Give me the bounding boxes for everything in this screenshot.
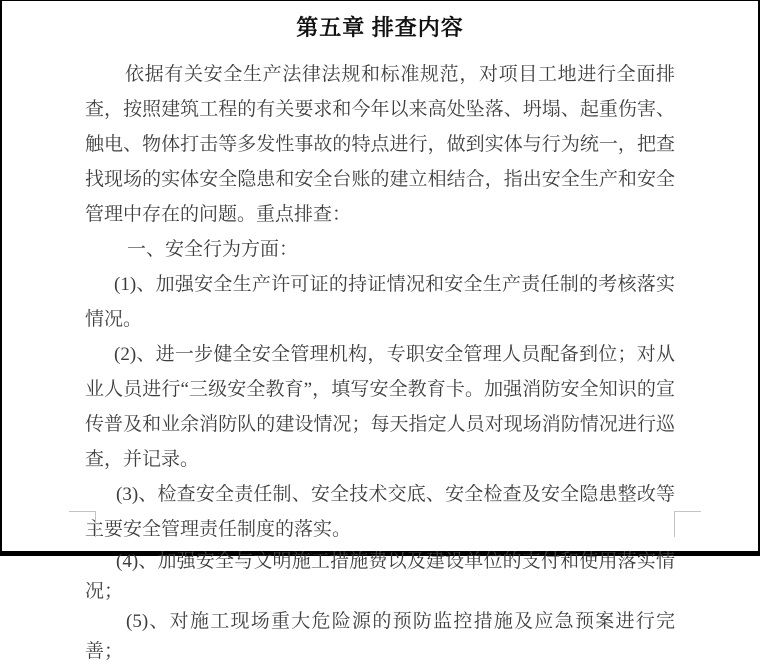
paragraph-item-1: (1)、加强安全生产许可证的持证情况和安全生产责任制的考核落实情况。 [85, 274, 675, 330]
document-body [85, 57, 675, 667]
paragraph-item-2: (2)、进一步健全安全管理机构，专职安全管理人员配备到位；对从业人员进行“三级安全教育”，填写安全教育卡。加强消防安全知识的宣传普及和业余消防队的建设情况；每天指定人员对现场消防情况进行巡查，并记录。 [85, 344, 675, 470]
paragraph-item-4: (4)、加强安全与文明施工措施费以及建设单位的支付和使用落实情况； [85, 551, 675, 602]
paragraph-section-heading: 一、安全行为方面： [127, 239, 299, 260]
text-boundary-mark-left [69, 511, 96, 537]
chapter-title: 第五章 排查内容 [296, 15, 464, 40]
paragraph-item-5: (5)、对施工现场重大危险源的预防监控措施及应急预案进行完善； [85, 611, 675, 662]
paragraph-item-3: (3)、检查安全责任制、安全技术交底、安全检查及安全隐患整改等主要安全管理责任制度的落实。 [85, 484, 675, 540]
text-boundary-mark-right [674, 511, 701, 537]
paragraph-intro: 依据有关安全生产法律法规和标准规范，对项目工地进行全面排查，按照建筑工程的有关要求和今年以来高处坠落、坍塌、起重伤害、触电、物体打击等多发性事故的特点进行，做到实体与行为统一，把查找现场的实体安全隐患和安全台账的建立相结合，指出安全生产和安全管理中存在的问题。重点排查： [85, 64, 675, 225]
